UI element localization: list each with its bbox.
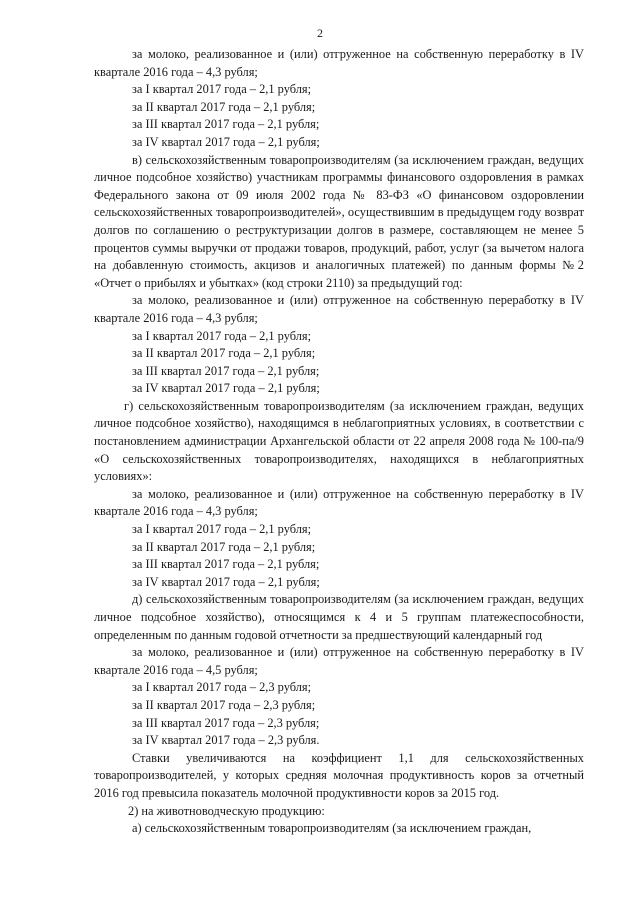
list-item: за III квартал 2017 года – 2,1 рубля; bbox=[132, 363, 320, 378]
paragraph: а) сельскохозяйственным товаропроизводителям (за исключением граждан, bbox=[132, 821, 532, 836]
list-item: за I квартал 2017 года – 2,3 рубля; bbox=[132, 680, 312, 695]
list-item: за III квартал 2017 года – 2,3 рубля; bbox=[132, 715, 320, 730]
list-item: за I квартал 2017 года – 2,1 рубля; bbox=[132, 82, 312, 97]
list-item: за I квартал 2017 года – 2,1 рубля; bbox=[132, 522, 312, 537]
list-item: за I квартал 2017 года – 2,1 рубля; bbox=[132, 328, 312, 343]
paragraph: за молоко, реализованное и (или) отгруженное на собственную переработку в IV квартале 2016 года – 4,3 рубля; bbox=[94, 486, 584, 519]
list-item: за II квартал 2017 года – 2,1 рубля; bbox=[132, 346, 316, 361]
paragraph: г) сельскохозяйственным товаропроизводителям (за исключением граждан, ведущих личное подсобное хозяйство), находящимся в неблагоприятных условиях, в соответствии с постановлением администрации Архангельской области от 22 апреля 2008 года № 100-па/9 «О сельскохозяйственных товаропроизводителях, находящихся в неблагоприятных условиях»: bbox=[94, 398, 584, 484]
paragraph: д) сельскохозяйственным товаропроизводителям (за исключением граждан, ведущих личное подсобное хозяйство), относящимся к 4 и 5 группам платежеспособности, определенным по данным годовой отчетности за предшествующий календарный год bbox=[94, 592, 584, 642]
list-item: за III квартал 2017 года – 2,1 рубля; bbox=[132, 557, 320, 572]
paragraph: за молоко, реализованное и (или) отгруженное на собственную переработку в IV квартале 2016 года – 4,3 рубля; bbox=[94, 47, 584, 79]
list-item: за IV квартал 2017 года – 2,3 рубля. bbox=[132, 733, 320, 748]
paragraph: Ставки увеличиваются на коэффициент 1,1 для сельскохозяйственных товаропроизводителей, у которых средняя молочная продуктивность коров за отчетный 2016 год превысила показатель молочной продуктивности коров за 2015 год. bbox=[94, 750, 584, 800]
list-item: за II квартал 2017 года – 2,1 рубля; bbox=[132, 539, 316, 554]
list-item: за IV квартал 2017 года – 2,1 рубля; bbox=[132, 134, 320, 149]
list-item: за IV квартал 2017 года – 2,1 рубля; bbox=[132, 574, 320, 589]
list-item: за IV квартал 2017 года – 2,1 рубля; bbox=[132, 381, 320, 396]
list-item: за II квартал 2017 года – 2,3 рубля; bbox=[132, 697, 316, 712]
paragraph: в) сельскохозяйственным товаропроизводителям (за исключением граждан, ведущих личное подсобное хозяйство) участникам программы финансового оздоровления в рамках Федерального закона от 09 июля 2002 года № 83-ФЗ «О финансовом оздоровлении сельскохозяйственных товаропроизводителей», осуществившим в предыдущем году возврат долгов по соглашению о реструктуризации долгов в размере, составляющем не менее 5 процентов суммы выручки от продажи товаров, продукций, работ, услуг (за вычетом налога на добавленную стоимость, акцизов и аналогичных платежей) по данным формы №2 «Отчет о прибылях и убытках» (код строки 2110) за предыдущий год: bbox=[94, 152, 584, 290]
document-body bbox=[94, 46, 584, 838]
page-number: 2 bbox=[317, 26, 323, 40]
section-heading: 2) на животноводческую продукцию: bbox=[128, 803, 325, 818]
paragraph: за молоко, реализованное и (или) отгруженное на собственную переработку в IV квартале 2016 года – 4,5 рубля; bbox=[94, 645, 584, 677]
paragraph: за молоко, реализованное и (или) отгруженное на собственную переработку в IV квартале 2016 года – 4,3 рубля; bbox=[94, 293, 584, 325]
list-item: за II квартал 2017 года – 2,1 рубля; bbox=[132, 99, 316, 114]
list-item: за III квартал 2017 года – 2,1 рубля; bbox=[132, 117, 320, 132]
